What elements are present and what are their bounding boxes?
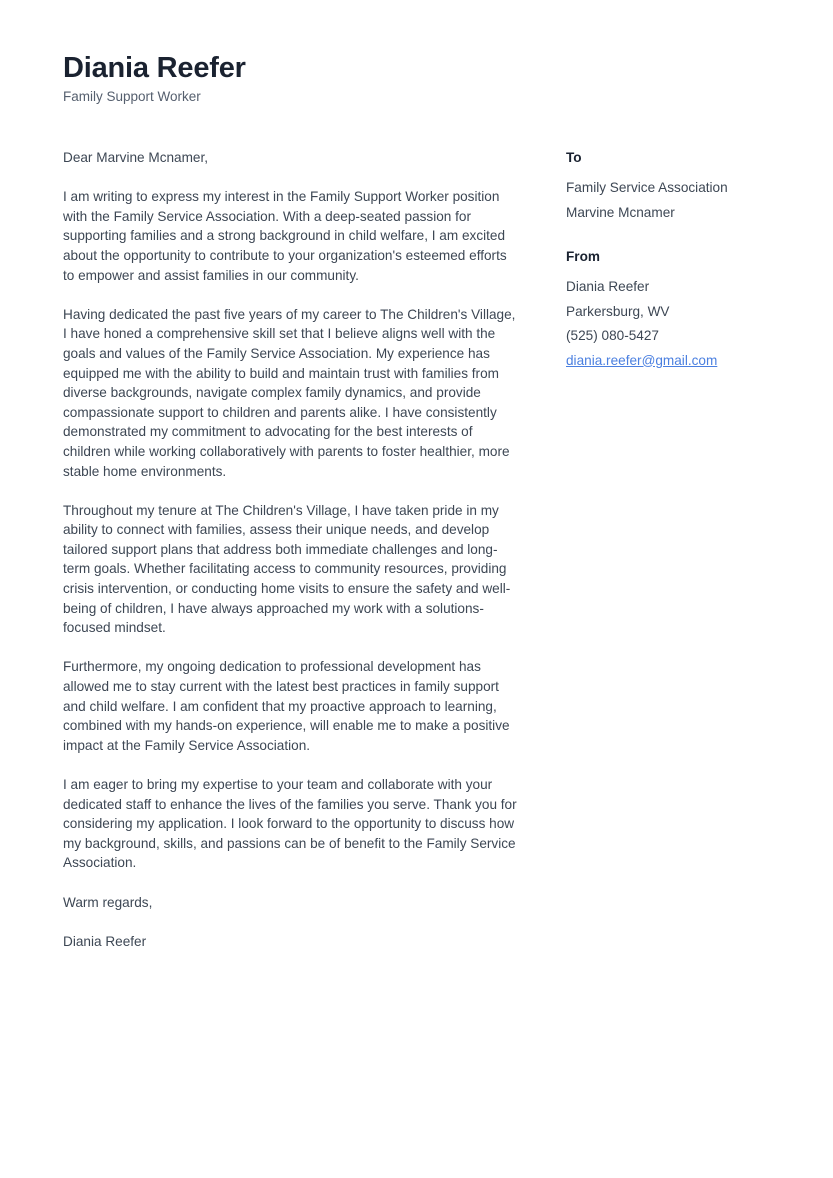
contact-sidebar [566, 148, 781, 373]
sender-email-link[interactable]: diania.reefer@gmail.com [566, 352, 718, 368]
letter-paragraph: I am writing to express my interest in the Family Support Worker position with the Family Service Association. With a deep-seated passion for supporting families and a strong background in child welfare, I am excited about the opportunity to contribute to your organization's esteemed efforts to empower and assist families in our community. [63, 189, 507, 283]
salutation: Dear Marvine Mcnamer, [63, 150, 209, 165]
sender-heading: From [566, 249, 600, 264]
letter-header [63, 52, 533, 106]
letter-paragraph: Furthermore, my ongoing dedication to professional development has allowed me to stay current with the latest best practices in family support and child welfare. I am confident that my proactive approach to learning, combined with my hands-on experience, will enable me to make a positive impact at the Family Service Association. [63, 659, 510, 753]
recipient-block [566, 148, 781, 225]
sender-phone: (525) 080-5427 [566, 328, 659, 343]
recipient-name: Marvine Mcnamer [566, 204, 675, 220]
letter-paragraph: Having dedicated the past five years of my career to The Children's Village, I have honed a comprehensive skill set that I believe aligns well with the goals and values of the Family Service Association. My experience has equipped me with the ability to build and maintain trust with families from diverse backgrounds, navigate complex family dynamics, and provide compassionate support to children and parents alike. I have consistently demonstrated my commitment to advocating for the best interests of children while working collaboratively with parents to foster healthier, more stable home environments. [63, 306, 516, 479]
signature-name: Diania Reefer [63, 933, 147, 949]
sender-location: Parkersburg, WV [566, 303, 670, 319]
sender-block [566, 247, 781, 373]
letter-paragraph: I am eager to bring my expertise to your team and collaborate with your dedicated staff to enhance the lives of the families you serve. Thank you for considering my application. I look forward to the opportunity to discuss how my background, skills, and passions can be of benefit to the Family Service Association. [63, 777, 517, 871]
recipient-organization: Family Service Association [566, 180, 728, 195]
applicant-job-title: Family Support Worker [63, 89, 201, 105]
sender-name: Diania Reefer [566, 279, 650, 294]
letter-body [63, 148, 521, 951]
recipient-heading: To [566, 150, 582, 165]
closing-line: Warm regards, [63, 894, 153, 910]
applicant-name: Diania Reefer [63, 52, 246, 84]
letter-paragraph: Throughout my tenure at The Children's Village, I have taken pride in my ability to connect with families, assess their unique needs, and develop tailored support plans that address both immediate challenges and long-term goals. Whether facilitating access to community resources, providing crisis intervention, or conducting home visits to ensure the safety and well-being of children, I have always approached my work with a solutions-focused mindset. [63, 502, 511, 636]
